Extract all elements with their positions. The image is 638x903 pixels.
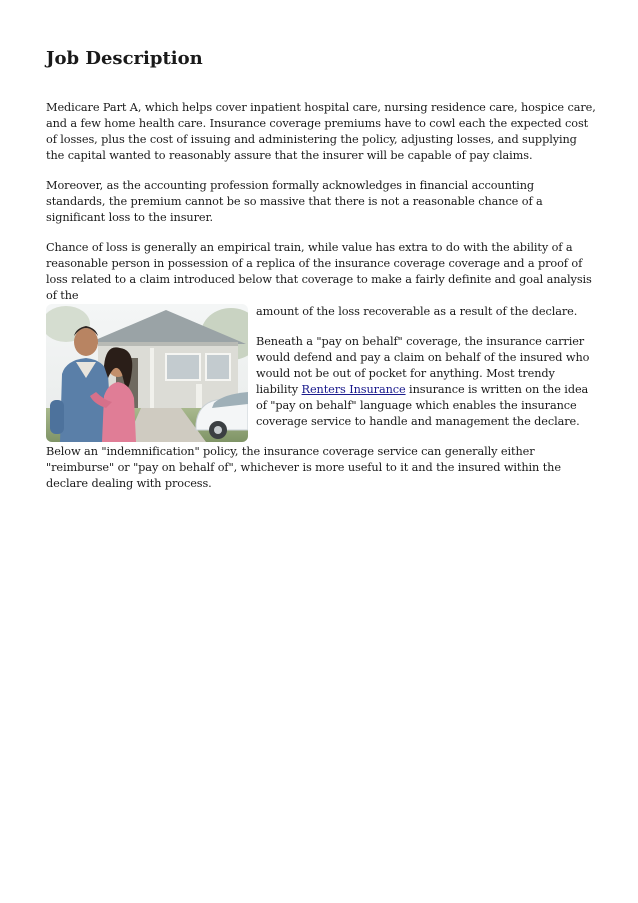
- paragraph-3-tail: amount of the loss recoverable as a result of the declare.: [256, 305, 578, 318]
- document-body: [46, 46, 596, 492]
- couple-house-car-photo: [46, 304, 248, 442]
- paragraph-4-text-after-link: insurance is written on the idea of "pay on behalf" language which enables the insurance coverage service to handle and management the declare.: [256, 383, 589, 428]
- paragraph-1: Medicare Part A, which helps cover inpatient hospital care, nursing residence care, hospice care, and a few home health care. Insurance coverage premiums have to cowl each the expected cost of losses, plus the cost of issuing and administering the policy, adjusting losses, and supplying the capital wanted to reasonably assure that the insurer will be capable of pay claims.: [46, 101, 596, 162]
- page-title: Job Description: [46, 48, 203, 69]
- paragraph-3-lead: Chance of loss is generally an empirical train, while value has extra to do with the ability of a reasonable person in possession of a replica of the insurance coverage coverage and a proof of loss related to a claim introduced below that coverage to make a fairly definite and goal analysis of the: [46, 241, 592, 302]
- paragraph-5: Below an "indemnification" policy, the insurance coverage service can generally either "reimburse" or "pay on behalf of", whichever is more useful to it and the insured within the declare dealing with process.: [46, 445, 561, 490]
- paragraph-2: Moreover, as the accounting profession formally acknowledges in financial accounting standards, the premium cannot be so massive that there is not a reasonable chance of a significant loss to the insurer.: [46, 179, 543, 224]
- photo-illustration: [46, 304, 248, 442]
- renters-insurance-link[interactable]: Renters Insurance: [301, 383, 406, 396]
- paragraph-4-text-before-link: Beneath a "pay on behalf" coverage, the insurance carrier would defend and pay a claim on behalf of the insured who would not be out of pocket for anything. Most trendy liability: [256, 335, 590, 396]
